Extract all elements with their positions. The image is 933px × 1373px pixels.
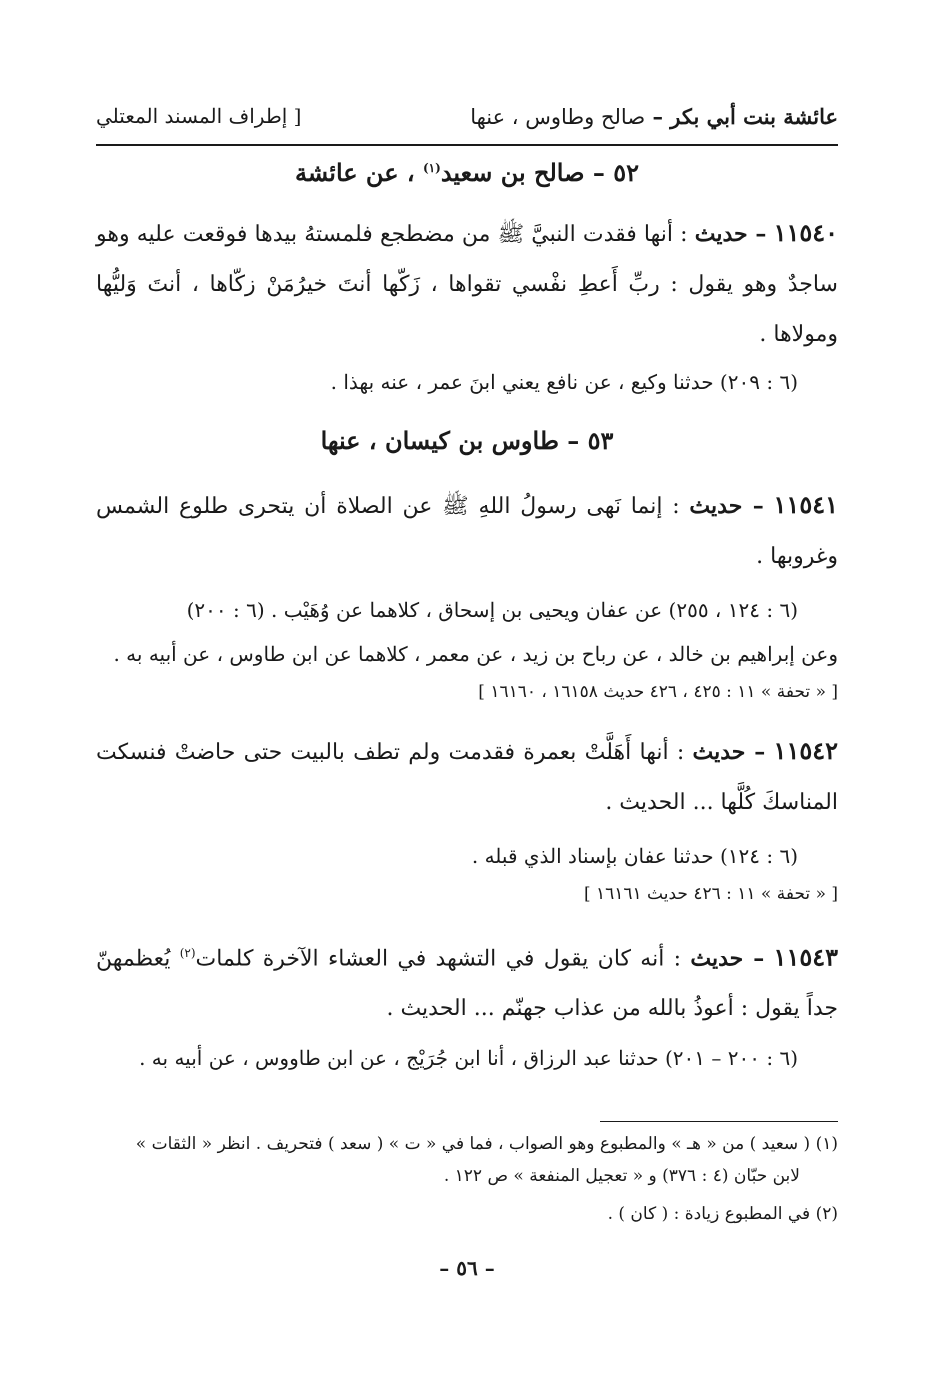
footnote-1	[96, 1128, 838, 1192]
tuhfa-reference: [ « تحفة » ١١ : ٤٢٥ ، ٤٢٦ حديث ١٦١٥٨ ، ١٦١٦٠ ]	[478, 682, 838, 702]
running-header	[96, 96, 838, 146]
footnote-text: (١) ( سعيد ) من « هـ » والمطبوع وهو الصواب ، فما في « ت » ( سعد ) فتحريف . انظر « الثقات »	[135, 1134, 838, 1154]
hadith-label: – حديث	[689, 493, 764, 519]
hadith-label: – حديث	[690, 945, 765, 972]
footnote-2: (٢) في المطبوع زيادة : ( كان ) .	[607, 1204, 838, 1224]
hadith-label: – حديث	[692, 739, 766, 765]
hadith-11541	[96, 480, 838, 582]
hadith-source: (٦ : ١٢٤) حدثنا عفان بإسناد الذي قبله .	[471, 844, 798, 868]
hadith-number: ١١٥٤٢	[773, 736, 838, 765]
hadith-text: : إنما نَهى رسولُ اللهِ ﷺ عن الصلاة أن يتحرى طلوع الشمس وغروبها .	[96, 494, 838, 569]
document-page	[96, 96, 838, 1336]
hadith-source: (٦ : ١٢٤ ، ٢٥٥) عن عفان ويحيى بن إسحاق ، كلاهما عن وُهَيْب . (٦ : ٢٠٠)	[186, 598, 798, 622]
footnote-text-continued: لابن حبّان (٤ : ٣٧٦) و « تعجيل المنفعة » ص ١٢٢ .	[443, 1166, 800, 1186]
header-chapter-sub: صالح وطاوس ، عنها	[470, 105, 646, 129]
hadith-11540	[96, 208, 838, 360]
hadith-text: : أنه كان يقول في التشهد في العشاء الآخرة كلمات	[195, 946, 682, 972]
header-chapter-title	[470, 104, 838, 129]
section-title-52	[96, 158, 838, 187]
hadith-number: ١١٥٤٠	[773, 218, 839, 247]
hadith-label: – حديث	[694, 221, 767, 247]
section-title-tail: ، عن عائشة	[294, 158, 415, 187]
tuhfa-reference: [ « تحفة » ١١ : ٤٢٦ حديث ١٦١٦١ ]	[583, 884, 838, 904]
hadith-source: (٦ : ٢٠٩) حدثنا وكيع ، عن نافع يعني ابنَ عمر ، عنه بهذا .	[330, 370, 798, 394]
hadith-text: : أنها أَهَلَّتْ بعمرة فقدمت ولم تطف بالبيت حتى حاضتْ فنسكت المناسكَ كُلَّها ... الحديث .	[96, 740, 838, 815]
page-number: – ٥٦ –	[439, 1256, 495, 1280]
hadith-text-continued: يُعظمهنّ جداً يقول : أعوذُ بالله من عذاب جهنّم ... الحديث .	[96, 946, 838, 1022]
hadith-number: ١١٥٤١	[773, 490, 838, 519]
footnote-ref-2: (٢)	[179, 946, 196, 960]
header-book-title: [ إطراف المسند المعتلي	[96, 104, 302, 128]
hadith-source: (٦ : ٢٠٠ – ٢٠١) حدثنا عبد الرزاق ، أنا ابن جُرَيْج ، عن ابن طاووس ، عن أبيه به .	[139, 1046, 798, 1070]
hadith-source-continued: وعن إبراهيم بن خالد ، عن رباح بن زيد ، عن معمر ، كلاهما عن ابن طاوس ، عن أبيه به .	[113, 642, 838, 666]
hadith-11543	[96, 928, 838, 1034]
footnote-ref-1: (١)	[422, 161, 441, 175]
section-title-text: ٥٢ – صالح بن سعيد	[440, 158, 639, 187]
header-chapter-name: عائشة بنت أبي بكر –	[652, 104, 838, 129]
section-title-53: ٥٣ – طاوس بن كيسان ، عنها	[320, 426, 614, 455]
hadith-number: ١١٥٤٣	[773, 942, 838, 972]
hadith-11542	[96, 726, 838, 828]
footnote-divider	[600, 1121, 838, 1122]
hadith-text: : أنها فقدت النبيَّ ﷺ من مضطجع فلمستهُ بيدها فوقعت عليه وهو ساجدٌ وهو يقول : ربِّ أَعطِ نفْسي تقواها ، زَكّها أنتَ خيرُمَنْ زكّاها ، أنتَ وَليُّها ومولاها .	[96, 222, 838, 347]
